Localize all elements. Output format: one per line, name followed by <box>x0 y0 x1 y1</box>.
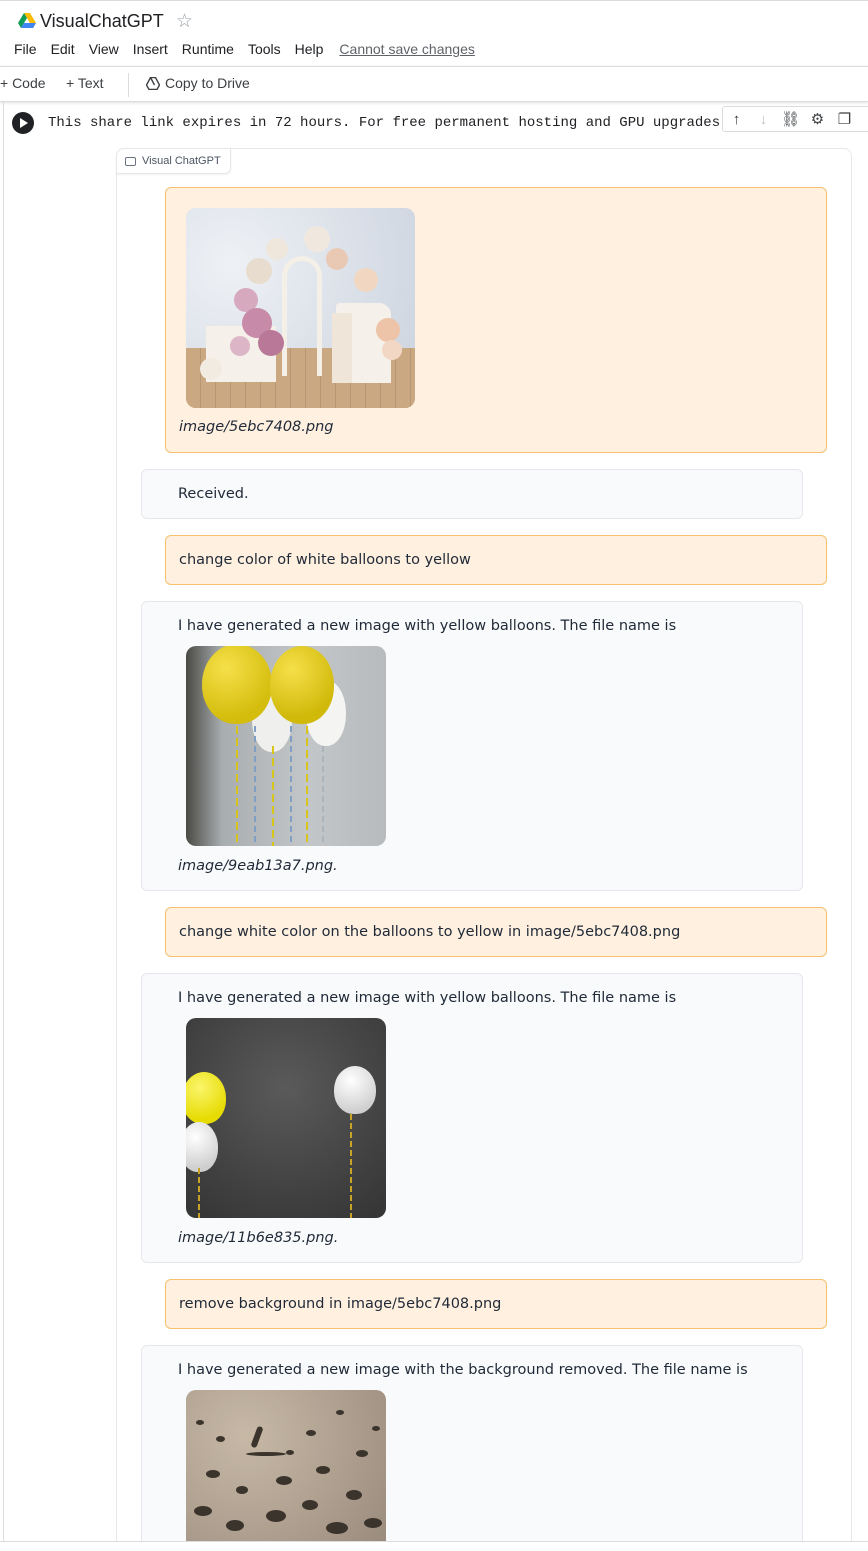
chat-icon <box>125 157 136 166</box>
message-text: I have generated a new image with the background removed. The file name is <box>178 1362 748 1378</box>
arrow-up-icon[interactable]: ↑ <box>732 110 741 128</box>
menu-view[interactable]: View <box>88 41 119 57</box>
sand-footprints-image[interactable] <box>186 1390 386 1542</box>
cell-actions-toolbar <box>722 106 868 132</box>
dark-wall-balloons-image[interactable] <box>186 1018 386 1218</box>
mirror-cell-icon[interactable]: ❐ <box>837 111 852 128</box>
drive-outline-icon <box>146 77 160 90</box>
menu-runtime[interactable]: Runtime <box>181 41 234 57</box>
cell-border <box>3 102 4 1542</box>
yellow-balloons-image[interactable] <box>186 646 386 846</box>
user-message <box>165 1279 827 1329</box>
gear-icon[interactable]: ⚙ <box>810 111 825 128</box>
notebook-toolbar <box>0 66 868 102</box>
add-text-button[interactable]: + Text <box>66 75 104 91</box>
user-message <box>165 535 827 585</box>
google-drive-icon <box>18 13 36 29</box>
colab-header <box>0 0 868 66</box>
message-text: remove background in image/5ebc7408.png <box>179 1296 502 1312</box>
run-cell-button[interactable] <box>12 112 34 134</box>
bot-message <box>141 973 803 1263</box>
menu-tools[interactable]: Tools <box>247 41 281 57</box>
party-arch-image[interactable] <box>186 208 415 408</box>
message-text: change color of white balloons to yellow <box>179 552 471 568</box>
message-text: change white color on the balloons to yellow in image/5ebc7408.png <box>179 924 681 940</box>
arrow-down-icon[interactable]: ↓ <box>759 110 768 128</box>
copy-to-drive-button[interactable]: Copy to Drive <box>165 75 250 91</box>
message-text: I have generated a new image with yellow balloons. The file name is <box>178 990 677 1006</box>
link-icon[interactable]: ⛓ <box>780 111 801 128</box>
add-code-button[interactable]: + Code <box>0 75 46 91</box>
message-text: Received. <box>178 486 249 502</box>
image-caption: image/11b6e835.png. <box>178 1230 339 1246</box>
menu-bar <box>14 41 489 57</box>
page-bottom-edge <box>0 1541 868 1551</box>
menu-insert[interactable]: Insert <box>132 41 168 57</box>
menu-file[interactable]: File <box>14 41 37 57</box>
message-text: I have generated a new image with yellow balloons. The file name is <box>178 618 677 634</box>
menu-help[interactable]: Help <box>294 41 324 57</box>
app-label <box>116 148 231 174</box>
image-caption: image/5ebc7408.png <box>179 419 334 435</box>
cell-output-text: This share link expires in 72 hours. For free permanent hosting and GPU upgrades <box>48 115 721 131</box>
star-icon[interactable]: ☆ <box>176 11 194 32</box>
app-label-text: Visual ChatGPT <box>142 155 221 167</box>
user-message <box>165 907 827 957</box>
cannot-save-link[interactable]: Cannot save changes <box>339 41 475 57</box>
bot-message <box>141 469 803 519</box>
image-caption: image/9eab13a7.png. <box>178 858 338 874</box>
bot-message <box>141 601 803 891</box>
user-message <box>165 187 827 453</box>
notebook-title[interactable]: VisualChatGPT <box>40 11 164 31</box>
bot-message <box>141 1345 803 1551</box>
toolbar-divider <box>128 73 129 97</box>
menu-edit[interactable]: Edit <box>50 41 75 57</box>
